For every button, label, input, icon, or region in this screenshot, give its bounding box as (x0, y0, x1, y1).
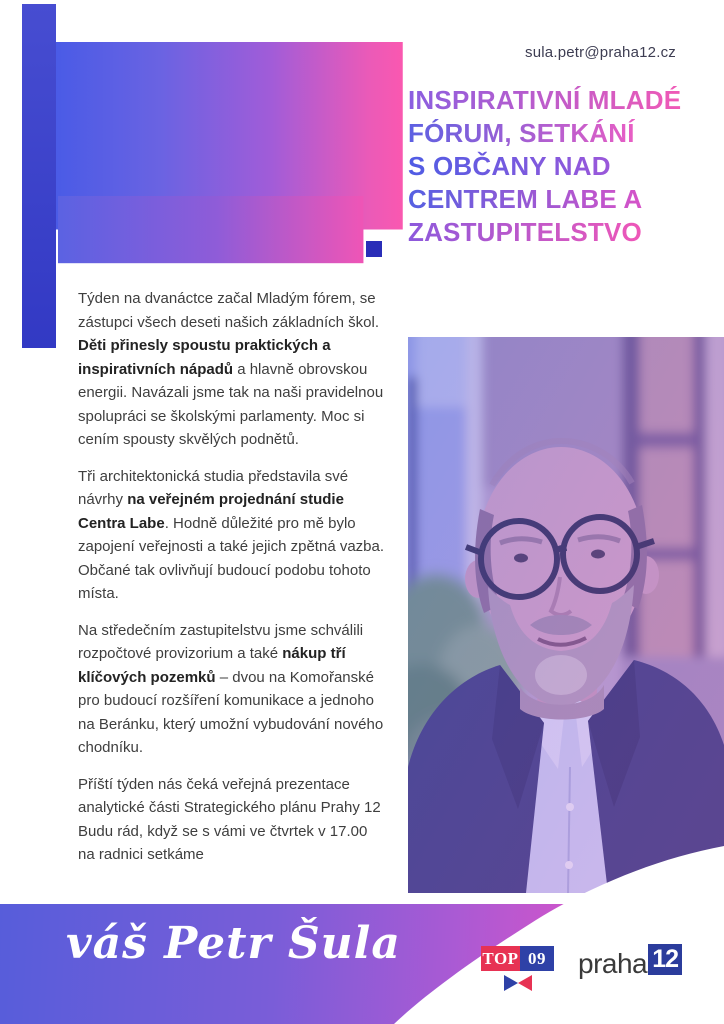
headline-line: CENTREM LABE A (408, 184, 643, 214)
headline (408, 84, 681, 249)
signature: váš Petr Šula (66, 918, 401, 969)
paragraph (78, 465, 386, 606)
praha12-text: praha (578, 948, 648, 979)
headline-line: INSPIRATIVNÍ MLADÉ (408, 85, 682, 115)
portrait-illustration (408, 337, 724, 893)
top09-red-box: TOP (481, 946, 520, 971)
bowtie-right (518, 975, 532, 991)
accent-bar (22, 4, 56, 348)
praha12-number-box: 12 (648, 944, 682, 975)
text-run: Tři architektonická studia představila své návrhy (78, 467, 349, 508)
text-run: Příští týden nás čeká veřejná prezentace analytické části Strategického plánu Prahy 12 Budu rád, když se s vámi ve čtvrtek v 17.00 na radnici setkáme (78, 775, 381, 863)
duotone-overlay (408, 337, 724, 893)
top09-blue-box: 09 (520, 946, 554, 971)
text-run: – dvou na Komořanské pro budoucí rozšíření komunikace a jednoho na Beránku, který umožní vybudování nového chodníku. (78, 668, 384, 756)
bowtie-left (504, 975, 518, 991)
white-curve-decoration (368, 838, 724, 1024)
headline-line: S OBČANY NAD (408, 151, 611, 181)
masthead-subtitle (58, 196, 364, 263)
text-run: Týden na dvanáctce začal Mladým fórem, se zástupci všech deseti našich základních škol. (78, 290, 379, 331)
headline-line: ZASTUPITELSTVO (408, 217, 642, 247)
praha12-logo (578, 944, 682, 978)
bold-text-run: nákup tří klíčových pozemků (78, 645, 346, 686)
paragraph (78, 619, 386, 760)
portrait-photo (408, 337, 724, 893)
text-run: Na středečním zastupitelstvu jsme schválili rozpočtové provizorium a také (78, 621, 364, 662)
bold-text-run: Děti přinesly spoustu praktických a inspirativních nápadů (78, 337, 331, 378)
email-address: sula.petr@praha12.cz (525, 44, 676, 61)
top09-bowtie-icon (481, 975, 554, 991)
paragraph (78, 773, 386, 867)
top09-logo (481, 946, 554, 991)
headline-line: FÓRUM, SETKÁNÍ (408, 118, 635, 148)
text-run: . Hodně důležité pro mě bylo zapojení veřejnosti a také jejich zpětná vazba. Občané tak ovlivňují budoucí podobu tohoto místa. (78, 514, 385, 602)
text-run: a hlavně obrovskou energii. Navázali jsme tak na naši pravidelnou spolupráci se školskými parlamenty. Moc si cením spousty skvělých podnětů. (78, 360, 384, 448)
bold-text-run: na veřejném projednání studie Centra Labe (78, 491, 344, 532)
paragraph (78, 287, 386, 452)
top09-boxes (481, 946, 554, 971)
article (78, 287, 386, 880)
masthead-period (366, 241, 382, 257)
